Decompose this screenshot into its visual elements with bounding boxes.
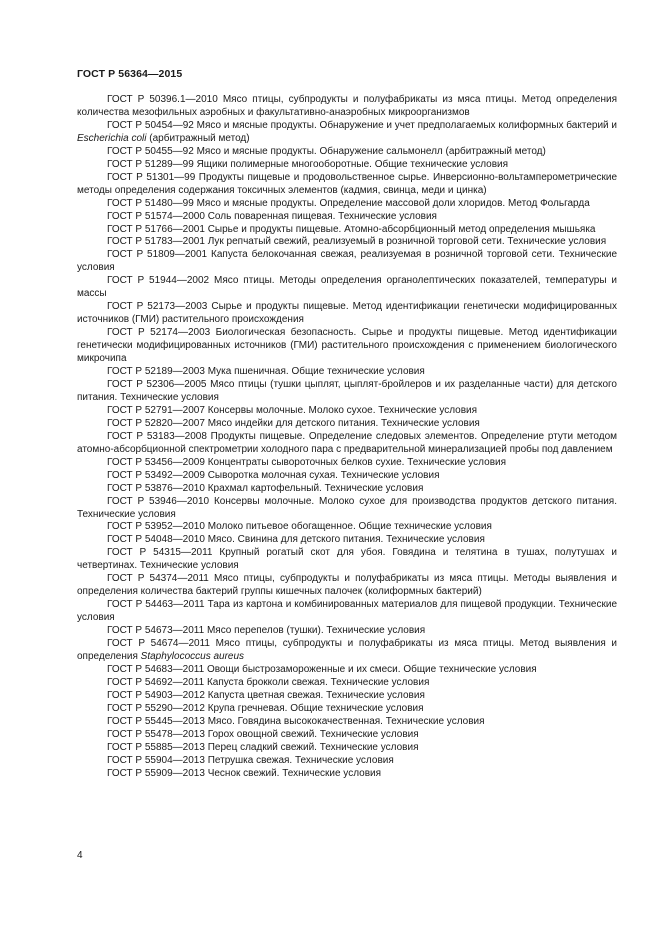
reference-title: Ящики полимерные многооборотные. Общие технические условия [196,158,509,170]
reference-title: Мясо птицы, субпродукты и полуфабрикаты из мяса птицы. Метод определения количества мезофильных аэробных и факультативно-анаэробных микроорганизмов [77,94,618,118]
reference-title: Мука пшеничная. Общие технические условия [207,366,425,378]
reference-title: Сыворотка молочная сухая. Технические условия [207,469,440,481]
reference-title: Мясо индейки для детского питания. Технические условия [207,417,480,429]
reference-title: Мясо. Свинина для детского питания. Технические условия [207,534,485,546]
reference-code: ГОСТ Р 51809—2001 [107,249,208,261]
reference-title: Соль поваренная пищевая. Технические условия [207,210,437,222]
reference-item [77,534,617,547]
reference-code: ГОСТ Р 50396.1—2010 [107,94,218,105]
reference-item [77,742,617,755]
reference-item [77,275,617,301]
reference-title: Тара из картона и комбинированных материалов для пищевой продукции. Технические условия [77,599,618,624]
reference-title: Мясо. Говядина высококачественная. Технические условия [207,715,485,727]
reference-title: Горох овощной свежий. Технические условия [207,728,419,740]
reference-item [77,729,617,742]
reference-item [77,716,617,729]
reference-title: Мясо и мясные продукты. Обнаружение сальмонелл (арбитражный метод) [196,145,546,157]
reference-code: ГОСТ Р 54315—2011 [107,547,213,559]
reference-code: ГОСТ Р 55904—2013 [107,754,205,766]
reference-item [77,366,617,379]
document-header: ГОСТ Р 56364—2015 [77,68,183,80]
reference-item [77,664,617,677]
reference-item [77,547,617,573]
reference-code: ГОСТ Р 52189—2003 [107,366,205,378]
reference-item [77,521,617,534]
reference-code: ГОСТ Р 51766—2001 [107,223,205,235]
reference-code: ГОСТ Р 53952—2010 [107,521,205,533]
reference-title: Капуста цветная свежая. Технические условия [207,689,425,701]
reference-item [77,301,617,327]
reference-code: ГОСТ Р 51944—2002 [107,275,210,287]
reference-item [77,703,617,716]
reference-title: Консервы молочные. Молоко сухое. Технические условия [207,404,478,416]
reference-item [77,327,617,366]
reference-item [77,768,617,781]
reference-code: ГОСТ Р 54673—2011 [107,625,205,637]
reference-title: Перец сладкий свежий. Технические условия [207,741,419,753]
reference-title: Овощи быстрозамороженные и их смеси. Общие технические условия [206,663,537,675]
reference-code: ГОСТ Р 53876—2010 [107,482,205,494]
reference-item [77,172,617,198]
reference-title: Сырье и продукты пищевые. Метод идентификации генетически модифицированных источников (ГМИ) растительного происхождения [77,301,617,326]
reference-item [77,236,617,249]
reference-code: ГОСТ Р 52306—2005 [107,378,207,390]
reference-item [77,146,617,159]
reference-code: ГОСТ Р 51480—99 [107,197,194,209]
reference-code: ГОСТ Р 53456—2009 [107,456,205,468]
reference-code: ГОСТ Р 53492—2009 [107,469,205,481]
reference-item [77,470,617,483]
reference-title: Мясо птицы, субпродукты и полуфабрикаты из мяса птицы. Методы выявления и определения количества бактерий группы кишечных палочек (колиформных бактерий) [77,573,618,598]
reference-item [77,625,617,638]
reference-code: ГОСТ Р 55909—2013 [107,767,205,779]
reference-code: ГОСТ Р 51301—99 [107,171,196,183]
reference-title: Мясо и мясные продукты. Обнаружение и учет предполагаемых колиформных бактерий и Escherichia coli (арбитражный метод) [77,119,617,144]
reference-code: ГОСТ Р 50454—92 [107,119,194,131]
reference-title: Мясо и мясные продукты. Определение массовой доли хлоридов. Метод Фольгарда [196,197,590,209]
reference-item [77,211,617,224]
reference-code: ГОСТ Р 55478—2013 [107,728,205,740]
reference-item [77,677,617,690]
reference-item [77,159,617,172]
reference-code: ГОСТ Р 53183—2008 [107,430,207,442]
reference-title: Лук репчатый свежий, реализуемый в розничной торговой сети. Технические условия [207,236,607,248]
reference-item [77,379,617,405]
reference-code: ГОСТ Р 54692—2011 [107,676,205,688]
reference-item [77,573,617,599]
reference-title: Молоко питьевое обогащенное. Общие технические условия [207,521,492,533]
reference-title: Чеснок свежий. Технические условия [207,767,382,779]
reference-title: Крупа гречневая. Общие технические условия [207,702,424,714]
reference-code: ГОСТ Р 54048—2010 [107,534,205,546]
reference-title: Капуста белокочанная свежая, реализуемая в розничной торговой сети. Технические условия [77,249,618,274]
reference-code: ГОСТ Р 51783—2001 [107,236,205,248]
reference-code: ГОСТ Р 52174—2003 [107,327,211,339]
reference-code: ГОСТ Р 50455—92 [107,145,194,157]
reference-item [77,418,617,431]
reference-item [77,638,617,664]
reference-title: Капуста брокколи свежая. Технические условия [206,676,430,688]
reference-title: Крупный рогатый скот для убоя. Говядина и телятина в тушах, полутушах и четвертинах. Технические условия [77,547,618,572]
reference-code: ГОСТ Р 51574—2000 [107,210,205,222]
normative-references-list [77,94,617,781]
reference-title: Петрушка свежая. Технические условия [207,754,394,766]
reference-item [77,94,617,120]
page-number: 4 [77,850,83,861]
reference-item [77,120,617,146]
reference-code: ГОСТ Р 55445—2013 [107,715,205,727]
reference-code: ГОСТ Р 54463—2011 [107,599,205,611]
reference-title: Мясо перепелов (тушки). Технические условия [206,625,426,637]
reference-item [77,405,617,418]
reference-code: ГОСТ Р 52820—2007 [107,417,205,429]
reference-title: Концентраты сывороточных белков сухие. Технические условия [207,456,507,468]
reference-item [77,457,617,470]
reference-title: Консервы молочные. Молоко сухое для производства продуктов детского питания. Технические условия [77,495,617,520]
reference-item [77,431,617,457]
reference-item [77,224,617,237]
reference-title: Мясо птицы, субпродукты и полуфабрикаты из мяса птицы. Метод выявления и определения Staphylococcus aureus [77,638,617,662]
reference-title: Продукты пищевые и продовольственное сырье. Инверсионно-вольтамперометрические методы определения содержания токсичных элементов (кадмия, свинца, меди и цинка) [77,171,618,196]
reference-item [77,198,617,211]
reference-item [77,249,617,275]
reference-item [77,496,617,522]
reference-code: ГОСТ Р 54683—2011 [107,663,205,675]
reference-code: ГОСТ Р 51289—99 [107,158,194,170]
reference-code: ГОСТ Р 52791—2007 [107,404,205,416]
reference-title: Мясо птицы (тушки цыплят, цыплят-бройлеров и их разделанные части) для детского питания. Технические условия [77,378,617,403]
reference-item [77,483,617,496]
reference-title: Продукты пищевые. Определение следовых элементов. Определение ртути методом атомно-абсорбционной спектрометрии холодного пара с предварительной минерализацией пробы под давлением [77,430,618,455]
reference-title: Мясо птицы. Методы определения органолептических показателей, температуры и массы [77,275,617,300]
reference-code: ГОСТ Р 54374—2011 [107,573,209,585]
reference-title: Сырье и продукты пищевые. Атомно-абсорбционный метод определения мышьяка [207,223,596,235]
reference-code: ГОСТ Р 54903—2012 [107,689,205,701]
reference-code: ГОСТ Р 54674—2011 [107,638,210,650]
reference-item [77,690,617,703]
reference-code: ГОСТ Р 55290—2012 [107,702,205,714]
reference-code: ГОСТ Р 55885—2013 [107,741,205,753]
reference-item [77,755,617,768]
reference-title: Крахмал картофельный. Технические условия [207,482,424,494]
reference-code: ГОСТ Р 52173—2003 [107,301,208,313]
reference-title: Биологическая безопасность. Сырье и продукты пищевые. Метод идентификации генетически модифицированных источников (ГМИ) растительного происхождения с применением биологического микрочипа [77,327,617,365]
reference-item [77,599,617,625]
reference-code: ГОСТ Р 53946—2010 [107,495,210,507]
